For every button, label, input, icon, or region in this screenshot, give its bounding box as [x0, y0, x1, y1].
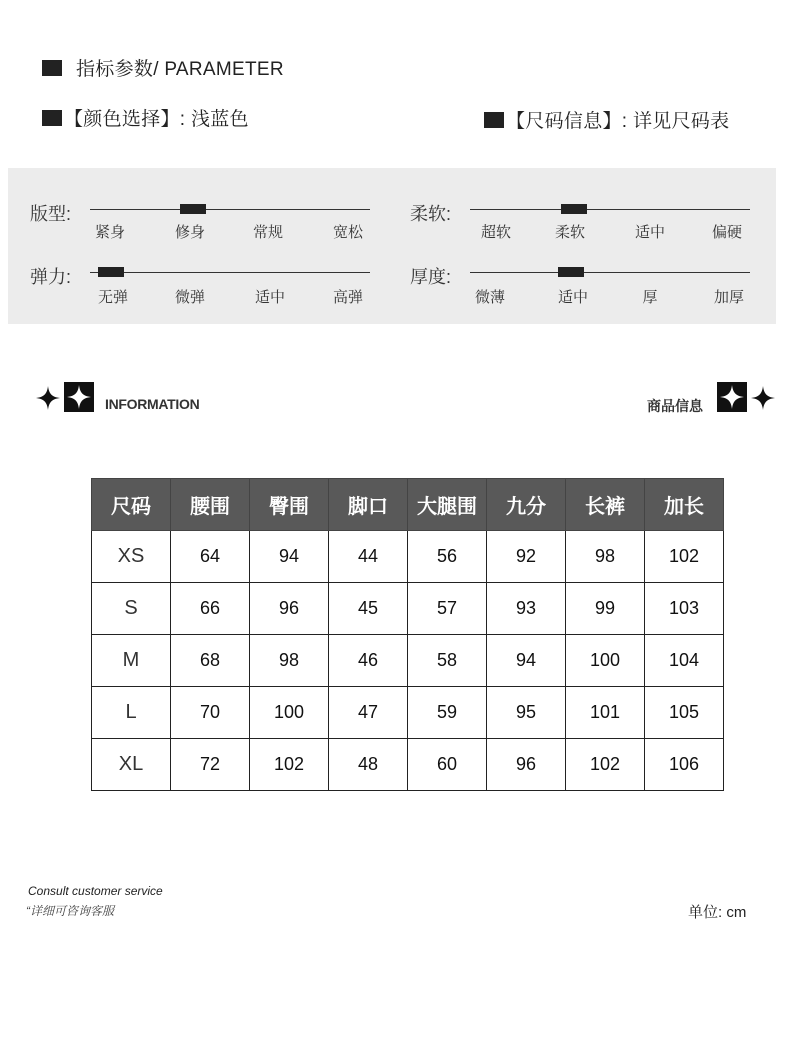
- table-cell: 93: [487, 583, 566, 635]
- size-info-row: [484, 106, 729, 133]
- scale-marker-fit: [180, 204, 206, 214]
- table-cell: 102: [250, 739, 329, 791]
- scale-option: 修身: [174, 224, 205, 241]
- table-cell: 105: [645, 687, 724, 739]
- table-cell: 94: [487, 635, 566, 687]
- table-cell: 104: [645, 635, 724, 687]
- table-cell: 101: [566, 687, 645, 739]
- color-select-text: 【颜色选择】: 浅蓝色: [64, 109, 249, 130]
- scale-marker-softness: [561, 204, 587, 214]
- table-cell: 102: [645, 531, 724, 583]
- size-cell: XS: [92, 531, 171, 583]
- scale-option: 宽松: [332, 224, 363, 241]
- scale-option: 常规: [252, 224, 283, 241]
- consult-note-en: Consult customer service: [28, 884, 163, 898]
- parameter-panel: [8, 168, 776, 324]
- scale-line-fit: [90, 209, 370, 210]
- scale-line-elasticity: [90, 272, 370, 273]
- product-info-heading: 商品信息: [647, 398, 703, 414]
- scale-option: 加厚: [713, 289, 744, 306]
- table-cell: 45: [329, 583, 408, 635]
- header-cell: 长裤: [566, 479, 645, 531]
- table-cell: 106: [645, 739, 724, 791]
- scale-option: 无弹: [97, 289, 128, 306]
- table-row: [92, 531, 724, 583]
- table-cell: 100: [566, 635, 645, 687]
- table-cell: 102: [566, 739, 645, 791]
- table-cell: 94: [250, 531, 329, 583]
- scale-option: 适中: [254, 289, 285, 306]
- sparkle-box-icon: [64, 382, 94, 412]
- parameter-title-row: [42, 54, 284, 81]
- scale-option: 厚: [642, 289, 658, 306]
- header-cell: 大腿围: [408, 479, 487, 531]
- header-cell: 腰围: [171, 479, 250, 531]
- table-header-row: [92, 479, 724, 531]
- size-cell: S: [92, 583, 171, 635]
- table-cell: 99: [566, 583, 645, 635]
- table-row: [92, 583, 724, 635]
- header-cell: 加长: [645, 479, 724, 531]
- scale-option: 偏硬: [711, 224, 742, 241]
- header-cell: 臀围: [250, 479, 329, 531]
- scale-option: 柔软: [554, 224, 585, 241]
- table-cell: 92: [487, 531, 566, 583]
- scale-option: 超软: [480, 224, 511, 241]
- table-cell: 72: [171, 739, 250, 791]
- table-row: [92, 635, 724, 687]
- scale-option: 紧身: [94, 224, 125, 241]
- scale-label-thickness: 厚度:: [410, 267, 452, 287]
- header-cell: 九分: [487, 479, 566, 531]
- size-table: [91, 478, 724, 791]
- table-cell: 57: [408, 583, 487, 635]
- table-cell: 66: [171, 583, 250, 635]
- unit-label: 单位: cm: [688, 904, 747, 921]
- table-cell: 98: [566, 531, 645, 583]
- table-cell: 48: [329, 739, 408, 791]
- color-select-row: [42, 104, 249, 131]
- table-cell: 47: [329, 687, 408, 739]
- size-cell: XL: [92, 739, 171, 791]
- table-cell: 44: [329, 531, 408, 583]
- scale-label-fit: 版型:: [30, 204, 72, 224]
- square-bullet-icon: [42, 60, 62, 76]
- scale-option: 适中: [557, 289, 588, 306]
- header-cell: 脚口: [329, 479, 408, 531]
- size-cell: L: [92, 687, 171, 739]
- parameter-title: 指标参数/ PARAMETER: [76, 59, 284, 80]
- scale-label-softness: 柔软:: [410, 204, 452, 224]
- scale-line-thickness: [470, 272, 750, 273]
- table-cell: 60: [408, 739, 487, 791]
- size-cell: M: [92, 635, 171, 687]
- table-cell: 70: [171, 687, 250, 739]
- square-bullet-icon: [484, 112, 504, 128]
- table-row: [92, 739, 724, 791]
- scale-option: 微弹: [174, 289, 205, 306]
- consult-note-cn: “详细可咨询客服: [26, 904, 114, 918]
- scale-marker-thickness: [558, 267, 584, 277]
- table-cell: 46: [329, 635, 408, 687]
- header-cell: 尺码: [92, 479, 171, 531]
- table-cell: 100: [250, 687, 329, 739]
- square-bullet-icon: [42, 110, 62, 126]
- scale-label-elasticity: 弹力:: [30, 267, 72, 287]
- scale-option: 高弹: [332, 289, 363, 306]
- table-cell: 58: [408, 635, 487, 687]
- table-cell: 103: [645, 583, 724, 635]
- information-heading: INFORMATION: [105, 396, 200, 412]
- table-cell: 96: [250, 583, 329, 635]
- scale-line-softness: [470, 209, 750, 210]
- sparkle-icon: [36, 386, 60, 410]
- table-cell: 56: [408, 531, 487, 583]
- table-cell: 68: [171, 635, 250, 687]
- sparkle-icon: [751, 386, 775, 410]
- table-cell: 64: [171, 531, 250, 583]
- table-cell: 96: [487, 739, 566, 791]
- scale-marker-elasticity: [98, 267, 124, 277]
- size-info-text: 【尺码信息】: 详见尺码表: [506, 111, 730, 132]
- table-cell: 59: [408, 687, 487, 739]
- scale-option: 适中: [634, 224, 665, 241]
- sparkle-box-icon: [717, 382, 747, 412]
- table-cell: 98: [250, 635, 329, 687]
- table-cell: 95: [487, 687, 566, 739]
- table-row: [92, 687, 724, 739]
- scale-option: 微薄: [474, 289, 505, 306]
